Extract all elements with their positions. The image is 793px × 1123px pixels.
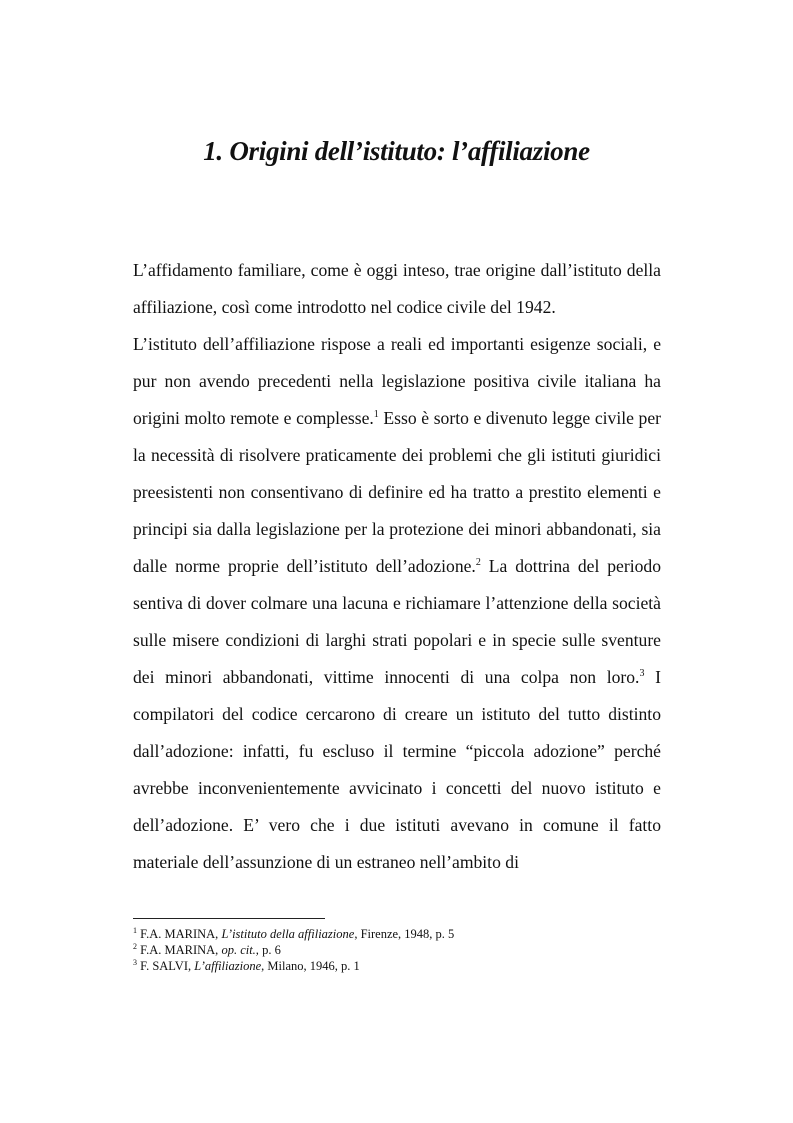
footnote-number: 1	[133, 925, 137, 935]
footnote-ref-3: 3	[639, 668, 645, 680]
footnote-details: p. 6	[258, 943, 281, 957]
footnote-author: F. SALVI,	[140, 959, 195, 973]
footnote-2	[133, 942, 661, 958]
paragraph-2-part-1: L’istituto dell’affiliazione rispose a reali ed importanti esigenze sociali, e pur non avendo precedenti nella legislazione positiva civile italiana ha origini molto remote e complesse.	[133, 334, 661, 428]
footnote-source: L’affiliazione	[194, 959, 262, 973]
footnote-source: L’istituto della affiliazione	[221, 927, 355, 941]
footnote-1	[133, 926, 661, 942]
footnote-author: F.A. MARINA,	[140, 927, 222, 941]
footnote-number: 3	[133, 957, 137, 967]
footnotes	[133, 926, 661, 974]
footnote-author: F.A. MARINA,	[140, 943, 222, 957]
footnote-number: 2	[133, 941, 137, 951]
paragraph-2-part-3: La dottrina del periodo sentiva di dover colmare una lacuna e richiamare l’attenzione della società sulle misere condizioni di larghi strati popolari e in specie sulle sventure dei minori abbandonati, vittime innocenti di una colpa non loro.	[133, 556, 661, 687]
footnote-details: , Firenze, 1948, p. 5	[354, 927, 455, 941]
paragraph-2-part-4: I compilatori del codice cercarono di creare un istituto del tutto distinto dall’adozione: infatti, fu escluso il termine “piccola adozione” perché avrebbe inconvenientemente avvicinato i concetti del nuovo istituto e dell’adozione. E’ vero che i due istituti avevano in comune il fatto materiale dell’assunzione di un estraneo nell’ambito di	[133, 667, 661, 872]
paragraph-2	[133, 326, 661, 881]
chapter-title: 1. Origini dell’istituto: l’affiliazione	[203, 136, 590, 166]
footnote-ref-2: 2	[475, 557, 481, 569]
footnote-details: , Milano, 1946, p. 1	[261, 959, 360, 973]
paragraph-2-part-2: Esso è sorto e divenuto legge civile per la necessità di risolvere praticamente dei problemi che gli istituti giuridici preesistenti non consentivano di definire ed ha tratto a prestito elementi e principi sia dalla legislazione per la protezione dei minori abbandonati, sia dalle norme proprie dell’istituto dell’adozione.	[133, 408, 662, 576]
body-text	[133, 252, 661, 881]
footnote-ref-1: 1	[373, 409, 379, 421]
paragraph-1: L’affidamento familiare, come è oggi inteso, trae origine dall’istituto della affiliazione, così come introdotto nel codice civile del 1942.	[133, 260, 661, 317]
footnote-separator	[133, 918, 325, 919]
footnote-3	[133, 958, 661, 974]
footnote-source: op. cit.,	[221, 943, 259, 957]
